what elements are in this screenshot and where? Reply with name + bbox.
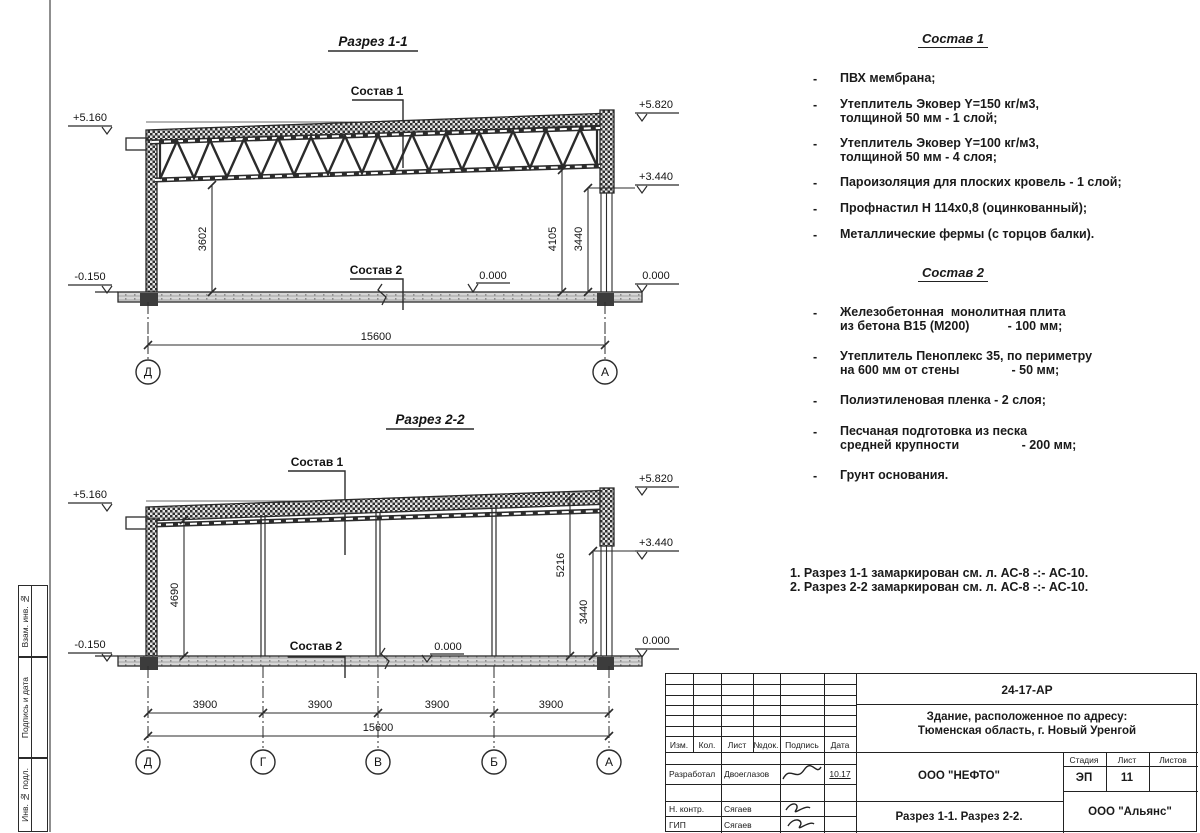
sostav1-callout: Состав 1: [350, 84, 404, 98]
list-item: - ПВХ мембрана;: [813, 71, 936, 86]
bullet-dash: -: [813, 202, 818, 216]
col-podpis: Подпись: [785, 740, 819, 750]
name-gip: Сягаев: [724, 820, 752, 830]
bullet-dash: -: [813, 72, 818, 86]
sheet-value: 11: [1120, 772, 1134, 784]
dim-3440: 3440: [573, 226, 585, 252]
list-item: - Профнастил Н 114х0,8 (оцинкованный);: [813, 201, 1088, 216]
dim-4690: 4690: [169, 582, 181, 608]
section-2-2-title: Разрез 2-2: [395, 412, 465, 427]
side-box-vzam-inv: [18, 585, 48, 657]
signature-ncontrol-gip: [780, 798, 824, 832]
elev-right-mid: +3.440: [639, 171, 673, 183]
section-1-1-drawing: [60, 18, 690, 408]
elev-left-top: +5.160: [73, 112, 107, 124]
elev-right-mid: +3.440: [639, 537, 673, 549]
elev-mid-zero: 0.000: [479, 270, 507, 282]
elev-left-bottom: -0.150: [74, 639, 106, 651]
dim-bay-3: 3900: [424, 699, 450, 711]
dim-bay-1: 3900: [192, 699, 218, 711]
document-number: 24-17-АР: [1001, 683, 1053, 697]
stage-value: ЭП: [1075, 772, 1093, 784]
side-box-inv-podl: [18, 758, 48, 832]
list-item: - Пароизоляция для плоских кровель - 1 слой;: [813, 175, 1122, 190]
dim-bay-2: 3900: [307, 699, 333, 711]
side-box-podpis-data: [18, 657, 48, 758]
list-item: - Железобетонная монолитная плита из бетона В15 (М200) - 100 мм;: [813, 305, 1066, 333]
role-developer: Разработал: [669, 769, 716, 779]
col-doc: №док.: [753, 740, 779, 750]
name-developer: Двоеглазов: [724, 769, 770, 779]
date-developer: 10.17: [829, 769, 851, 779]
sheet-label: Лист: [1117, 755, 1137, 765]
bullet-dash: -: [813, 98, 818, 112]
bullet-dash: -: [813, 176, 818, 190]
bullet-dash: -: [813, 306, 818, 320]
axis-bubble-b: Б: [490, 755, 498, 769]
dim-4105: 4105: [547, 226, 559, 252]
bullet-dash: -: [813, 394, 818, 408]
side-box-label: Взам. инв. №: [20, 594, 30, 648]
role-ncontrol: Н. контр.: [669, 804, 705, 814]
col-kol: Кол.: [698, 740, 716, 750]
sheet-subtitle: Разрез 1-1. Разрез 2-2.: [895, 811, 1023, 823]
stage-label: Стадия: [1069, 755, 1099, 765]
bullet-dash: -: [813, 469, 818, 483]
side-box-label: Инв. № подл.: [20, 768, 30, 822]
elev-mid-zero: 0.000: [434, 641, 462, 653]
bullet-dash: -: [813, 425, 818, 439]
sostav2-callout: Состав 2: [349, 263, 403, 277]
page-left-edge: [49, 0, 51, 832]
col-izm: Изм.: [669, 740, 689, 750]
axis-bubble-v: В: [373, 755, 383, 769]
dim-total-15600: 15600: [362, 722, 394, 734]
sostav1-list: [793, 72, 1197, 242]
elev-left-bottom: -0.150: [74, 271, 106, 283]
sostav2-heading: Состав 2: [918, 265, 988, 282]
elev-right-zero: 0.000: [642, 270, 670, 282]
axis-bubble-d: Д: [143, 755, 153, 769]
axis-bubble-a: А: [600, 365, 610, 379]
section-2-2-drawing: [60, 400, 690, 790]
bullet-dash: -: [813, 228, 818, 242]
list-item: - Металлические фермы (с торцов балки).: [813, 227, 1095, 242]
list-item: - Утеплитель Эковер Y=150 кг/м3, толщиной 50 мм - 1 слой;: [813, 97, 1039, 125]
note-line: 1. Разрез 1-1 замаркирован см. л. АС-8 -:- АС-10.: [790, 566, 1089, 580]
sostav2-list: [793, 306, 1197, 483]
side-box-label-cell: [19, 586, 32, 656]
building-address-line1: Здание, расположенное по адресу:: [926, 711, 1128, 723]
list-item: - Песчаная подготовка из песка средней крупности - 200 мм;: [813, 424, 1077, 452]
sheets-label: Листов: [1159, 755, 1187, 765]
dim-3440: 3440: [578, 599, 590, 625]
sostav1-heading: Состав 1: [918, 31, 988, 48]
list-item: - Утеплитель Эковер Y=100 кг/м3, толщиной 50 мм - 4 слоя;: [813, 136, 1039, 164]
elev-right-top: +5.820: [639, 99, 673, 111]
side-box-label-cell: [19, 658, 32, 757]
dim-ticks: [144, 166, 609, 349]
signature-developer: [780, 762, 824, 784]
name-ncontrol: Сягаев: [724, 804, 752, 814]
elev-right-top: +5.820: [639, 473, 673, 485]
axis-bubble-a: А: [604, 755, 614, 769]
sostav1-callout: Состав 1: [290, 455, 344, 469]
dim-total-15600: 15600: [360, 331, 392, 343]
bullet-dash: -: [813, 137, 818, 151]
note-line: 2. Разрез 2-2 замаркирован см. л. АС-8 -:- АС-10.: [790, 580, 1089, 594]
elev-left-top: +5.160: [73, 489, 107, 501]
sostav2-callout: Состав 2: [289, 639, 343, 653]
side-box-label: Подпись и дата: [20, 676, 30, 739]
dim-bay-4: 3900: [538, 699, 564, 711]
axis-bubble-d: Д: [143, 365, 153, 379]
col-list: Лист: [727, 740, 747, 750]
col-data: Дата: [830, 740, 850, 750]
drawing-notes: [790, 566, 1088, 594]
company-name: ООО "НЕФТО": [918, 770, 1000, 782]
building-address-line2: Тюменская область, г. Новый Уренгой: [917, 725, 1137, 737]
dim-3602: 3602: [197, 226, 209, 252]
dim-5216: 5216: [555, 552, 567, 578]
section-1-1-title: Разрез 1-1: [338, 34, 408, 49]
axis-bubble-g: Г: [259, 755, 267, 769]
elev-right-zero: 0.000: [642, 635, 670, 647]
side-box-label-cell: [19, 759, 32, 831]
role-gip: ГИП: [669, 820, 686, 830]
org-name: ООО "Альянс": [1088, 806, 1172, 818]
composition-lists: [793, 30, 1197, 495]
title-block: [665, 673, 1197, 832]
list-item: - Полиэтиленовая пленка - 2 слоя;: [813, 393, 1046, 408]
bullet-dash: -: [813, 350, 818, 364]
list-item: - Утеплитель Пеноплекс 35, по периметру на 600 мм от стены - 50 мм;: [813, 349, 1093, 377]
list-item: - Грунт основания.: [813, 468, 949, 483]
